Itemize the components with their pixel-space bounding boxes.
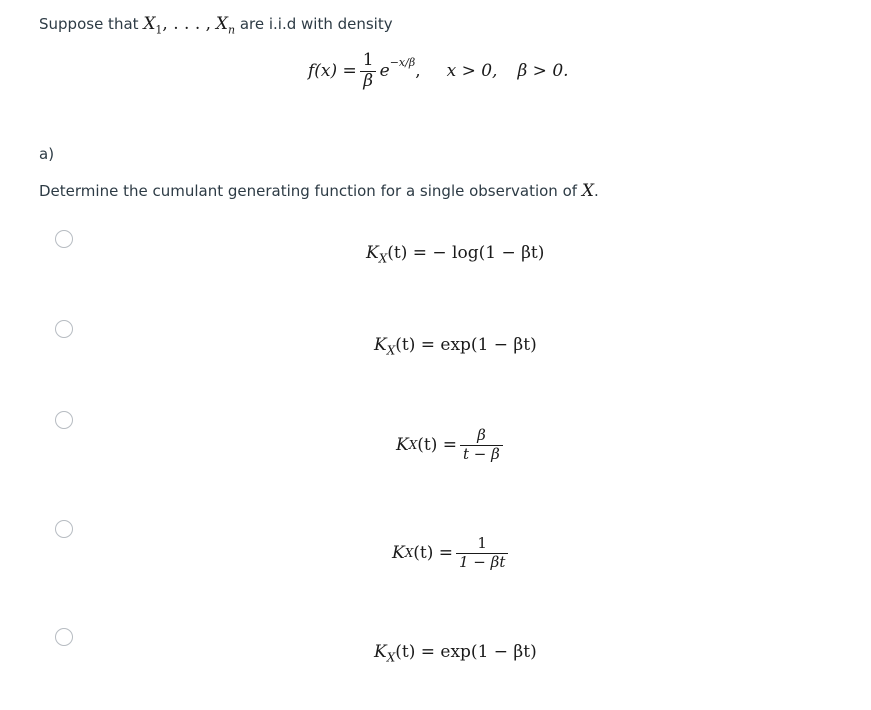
question-body: Determine the cumulant generating function for a single observation of (39, 182, 578, 200)
option-5-radio[interactable] (55, 628, 73, 646)
density-exp-power: −x/β (389, 55, 416, 69)
density-exp-base: e (379, 61, 390, 81)
intro-prefix: Suppose that (39, 15, 139, 33)
option-3-radio[interactable] (55, 411, 73, 429)
density-frac-den: β (360, 71, 376, 91)
option-2-formula: $K_X(t) = \exp(1 - \beta t)$ (374, 335, 537, 358)
option-5-rhs: exp(1 − βt) (440, 642, 537, 662)
question-text (39, 180, 599, 202)
density-comma: , (415, 61, 421, 81)
option-4-radio[interactable] (55, 520, 73, 538)
option-4-formula: K X (t) = $\frac{1}{1 - \beta t}$ (392, 530, 511, 576)
intro-suffix: are i.i.d with density (239, 15, 393, 33)
option-2-radio[interactable] (55, 320, 73, 338)
density-frac-num: 1 (362, 49, 374, 70)
option-5-formula: $K_X(t) = \exp(1 - \beta t)$ (374, 642, 537, 665)
question-period: . (593, 182, 599, 200)
density-formula (308, 48, 569, 94)
intro-x1: $X_1$ (143, 14, 163, 37)
option-1-rhs: − log(1 − βt) (432, 243, 545, 263)
problem-intro (39, 13, 393, 41)
question-var: X (581, 181, 594, 201)
option-1-formula: $K_X(t)$ = − log(1 − βt) (366, 243, 545, 266)
intro-xn: $X_n$ (215, 14, 236, 37)
option-1-radio[interactable] (55, 230, 73, 248)
option-2-rhs: exp(1 − βt) (440, 335, 537, 355)
option-4-fraction: $\frac{1}{1 - \beta t}$ (456, 536, 508, 571)
option-3-formula: K X (t) = $\frac{\beta}{t - \beta}$ (396, 422, 506, 468)
option-3-fraction: $\frac{\beta}{t - \beta}$ (460, 428, 503, 463)
intro-dots: , . . . , (162, 14, 212, 34)
density-fraction (360, 49, 377, 91)
part-label: a) (39, 145, 55, 163)
density-lhs: f(x) = (308, 61, 357, 81)
density-cond-x: x > 0, (446, 61, 498, 81)
density-cond-beta: β > 0. (517, 61, 569, 81)
